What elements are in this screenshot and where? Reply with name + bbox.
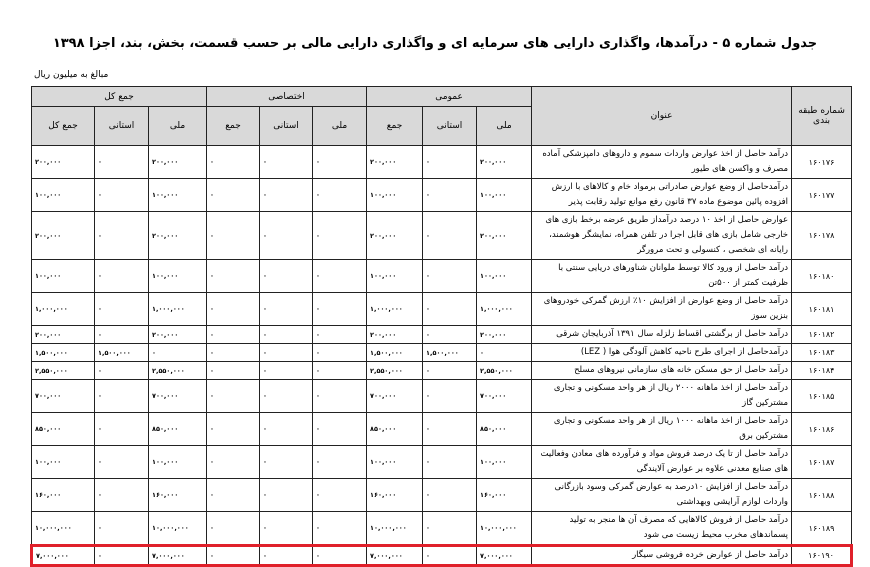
table-row — [32, 344, 852, 362]
row-value: ۰ — [207, 380, 260, 413]
row-value: ۸۵۰,۰۰۰ — [477, 413, 532, 446]
row-title: درآمد حاصل از ورود کالا توسط ملوانان شناورهای دریایی سنتی با ظرفیت کمتر از ۵۰۰تن — [532, 260, 792, 293]
row-value: ۱,۰۰۰,۰۰۰ — [149, 293, 207, 326]
table-row — [32, 380, 852, 413]
row-value: ۰ — [207, 446, 260, 479]
row-value: ۲,۵۵۰,۰۰۰ — [32, 362, 95, 380]
row-value: ۰ — [260, 344, 313, 362]
row-value: ۷۰۰,۰۰۰ — [149, 380, 207, 413]
header-group-total: جمع کل — [32, 87, 207, 107]
row-value: ۰ — [313, 260, 367, 293]
header-sub-3: ملی — [313, 107, 367, 146]
row-value: ۰ — [260, 326, 313, 344]
table-row — [32, 179, 852, 212]
header-sub-6: ملی — [149, 107, 207, 146]
row-value: ۰ — [207, 512, 260, 546]
table-row — [32, 293, 852, 326]
row-value: ۰ — [207, 179, 260, 212]
row-value: ۷,۰۰۰,۰۰۰ — [149, 546, 207, 566]
row-value: ۱۰,۰۰۰,۰۰۰ — [477, 512, 532, 546]
header-sub-4: استانی — [260, 107, 313, 146]
row-value: ۱۶۰,۰۰۰ — [367, 479, 423, 512]
row-value: ۰ — [260, 446, 313, 479]
row-value: ۱۶۰,۰۰۰ — [149, 479, 207, 512]
row-value: ۰ — [207, 362, 260, 380]
row-value: ۰ — [313, 380, 367, 413]
row-value: ۰ — [95, 326, 149, 344]
table-row — [32, 446, 852, 479]
row-value: ۰ — [313, 212, 367, 260]
row-value: ۰ — [95, 362, 149, 380]
row-value: ۲۰۰,۰۰۰ — [32, 326, 95, 344]
row-code: ۱۶۰۱۸۲ — [792, 326, 852, 344]
row-value: ۰ — [313, 446, 367, 479]
row-value: ۲۰۰,۰۰۰ — [367, 212, 423, 260]
row-code: ۱۶۰۱۸۱ — [792, 293, 852, 326]
row-value: ۰ — [423, 212, 477, 260]
row-value: ۷۰۰,۰۰۰ — [367, 380, 423, 413]
row-value: ۱۶۰,۰۰۰ — [32, 479, 95, 512]
row-title: درآمد حاصل از اخذ ماهانه ۲۰۰۰ ریال از هر واحد مسکونی و تجاری مشترکین گاز — [532, 380, 792, 413]
row-value: ۱۰,۰۰۰,۰۰۰ — [149, 512, 207, 546]
header-title: عنوان — [532, 87, 792, 146]
row-value: ۱۶۰,۰۰۰ — [477, 479, 532, 512]
row-value: ۰ — [260, 260, 313, 293]
row-value: ۱,۵۰۰,۰۰۰ — [367, 344, 423, 362]
row-value: ۰ — [207, 260, 260, 293]
row-value: ۱۰,۰۰۰,۰۰۰ — [32, 512, 95, 546]
row-value: ۰ — [95, 413, 149, 446]
row-title: درآمدحاصل از اجرای طرح ناحیه کاهش آلودگی هوا ( LEZ) — [532, 344, 792, 362]
row-value: ۰ — [260, 179, 313, 212]
revenue-table — [30, 86, 853, 567]
row-value: ۰ — [423, 293, 477, 326]
row-value: ۰ — [313, 293, 367, 326]
row-value: ۰ — [260, 380, 313, 413]
row-value: ۰ — [313, 413, 367, 446]
header-group-dedicated: اختصاصی — [207, 87, 367, 107]
row-value: ۲۰۰,۰۰۰ — [477, 212, 532, 260]
row-value: ۰ — [95, 212, 149, 260]
row-value: ۱۰,۰۰۰,۰۰۰ — [367, 512, 423, 546]
row-value: ۱۰۰,۰۰۰ — [32, 260, 95, 293]
table-row — [32, 479, 852, 512]
row-value: ۰ — [423, 446, 477, 479]
row-value: ۱۰۰,۰۰۰ — [149, 260, 207, 293]
row-value: ۲۰۰,۰۰۰ — [149, 146, 207, 179]
row-value: ۷,۰۰۰,۰۰۰ — [477, 546, 532, 566]
row-value: ۱۰۰,۰۰۰ — [477, 260, 532, 293]
row-value: ۰ — [95, 380, 149, 413]
row-code: ۱۶۰۱۹۰ — [792, 546, 852, 566]
row-value: ۲۰۰,۰۰۰ — [477, 146, 532, 179]
row-value: ۱,۰۰۰,۰۰۰ — [32, 293, 95, 326]
row-value: ۰ — [260, 293, 313, 326]
row-value: ۰ — [260, 479, 313, 512]
row-value: ۷,۰۰۰,۰۰۰ — [32, 546, 95, 566]
row-value: ۱,۰۰۰,۰۰۰ — [477, 293, 532, 326]
row-value: ۱۰۰,۰۰۰ — [367, 260, 423, 293]
row-value: ۷,۰۰۰,۰۰۰ — [367, 546, 423, 566]
row-value: ۱,۰۰۰,۰۰۰ — [367, 293, 423, 326]
row-value: ۰ — [95, 179, 149, 212]
row-value: ۰ — [207, 546, 260, 566]
row-code: ۱۶۰۱۸۳ — [792, 344, 852, 362]
row-value: ۰ — [313, 546, 367, 566]
row-value: ۰ — [260, 146, 313, 179]
row-code: ۱۶۰۱۸۹ — [792, 512, 852, 546]
row-value: ۷۰۰,۰۰۰ — [32, 380, 95, 413]
row-value: ۰ — [207, 344, 260, 362]
row-value: ۰ — [423, 260, 477, 293]
row-value: ۰ — [423, 546, 477, 566]
row-value: ۲۰۰,۰۰۰ — [367, 146, 423, 179]
row-code: ۱۶۰۱۸۵ — [792, 380, 852, 413]
row-value: ۰ — [313, 479, 367, 512]
table-row — [32, 413, 852, 446]
row-value: ۰ — [95, 546, 149, 566]
row-value: ۱۰۰,۰۰۰ — [32, 179, 95, 212]
row-code: ۱۶۰۱۸۰ — [792, 260, 852, 293]
row-value: ۰ — [207, 413, 260, 446]
row-value: ۰ — [95, 260, 149, 293]
row-value: ۰ — [149, 344, 207, 362]
row-value: ۲۰۰,۰۰۰ — [32, 146, 95, 179]
table-row — [32, 212, 852, 260]
row-value: ۸۵۰,۰۰۰ — [149, 413, 207, 446]
row-title: عوارض حاصل از اخذ ۱۰ درصد درآمداز طریق عرضه برخط بازی های خارجی شامل بازی های قابل اجرا در تلفن همراه، نمایشگر هوشمند، رایانه ای شخصی ، کنسولی و تحت مرورگر — [532, 212, 792, 260]
row-title: درآمد حاصل از وضع عوارض از افزایش ۱۰٪ ارزش گمرکی خودروهای بنزین سوز — [532, 293, 792, 326]
row-value: ۸۵۰,۰۰۰ — [32, 413, 95, 446]
unit-note: مبالغ به میلیون ریال — [34, 70, 109, 80]
row-value: ۰ — [313, 512, 367, 546]
header-sub-8: جمع کل — [32, 107, 95, 146]
table-row — [32, 546, 852, 566]
row-value: ۰ — [313, 179, 367, 212]
row-value: ۱۰۰,۰۰۰ — [367, 179, 423, 212]
row-value: ۷۰۰,۰۰۰ — [477, 380, 532, 413]
header-sub-0: ملی — [477, 107, 532, 146]
table-row — [32, 260, 852, 293]
row-value: ۰ — [423, 146, 477, 179]
row-value: ۱۰۰,۰۰۰ — [149, 179, 207, 212]
row-value: ۱,۵۰۰,۰۰۰ — [32, 344, 95, 362]
row-title: درآمد حاصل از عوارض خرده فروشی سیگار — [532, 546, 792, 566]
row-value: ۰ — [260, 362, 313, 380]
row-value: ۲,۵۵۰,۰۰۰ — [367, 362, 423, 380]
row-value: ۸۵۰,۰۰۰ — [367, 413, 423, 446]
header-sub-1: استانی — [423, 107, 477, 146]
table-row — [32, 512, 852, 546]
row-value: ۰ — [423, 512, 477, 546]
row-title: درآمد حاصل از فروش کالاهایی که مصرف آن ها منجر به تولید پسماندهای مخرب محیط زیست می شود — [532, 512, 792, 546]
row-value: ۰ — [260, 413, 313, 446]
row-value: ۲۰۰,۰۰۰ — [149, 212, 207, 260]
row-value: ۲,۵۵۰,۰۰۰ — [149, 362, 207, 380]
row-value: ۰ — [423, 413, 477, 446]
row-code: ۱۶۰۱۷۶ — [792, 146, 852, 179]
row-value: ۲۰۰,۰۰۰ — [32, 212, 95, 260]
row-value: ۰ — [260, 212, 313, 260]
row-value: ۲۰۰,۰۰۰ — [149, 326, 207, 344]
row-value: ۰ — [95, 293, 149, 326]
row-value: ۰ — [95, 479, 149, 512]
row-title: درآمدحاصل از وضع عوارض صادراتی برمواد خام و کالاهای با ارزش افزوده پائین موضوع ماده ۳۷ قانون رفع موانع تولید رقابت پذیر — [532, 179, 792, 212]
table-row — [32, 362, 852, 380]
row-title: درآمد حاصل از حق مسکن خانه های سازمانی نیروهای مسلح — [532, 362, 792, 380]
row-code: ۱۶۰۱۸۸ — [792, 479, 852, 512]
row-value: ۰ — [95, 512, 149, 546]
row-code: ۱۶۰۱۸۷ — [792, 446, 852, 479]
row-value: ۰ — [260, 546, 313, 566]
row-value: ۰ — [207, 146, 260, 179]
row-value: ۲۰۰,۰۰۰ — [477, 326, 532, 344]
row-value: ۰ — [423, 479, 477, 512]
row-value: ۰ — [313, 326, 367, 344]
row-value: ۰ — [95, 446, 149, 479]
row-value: ۰ — [207, 293, 260, 326]
row-value: ۰ — [423, 326, 477, 344]
row-value: ۱,۵۰۰,۰۰۰ — [95, 344, 149, 362]
row-value: ۲۰۰,۰۰۰ — [367, 326, 423, 344]
header-group-public: عمومی — [367, 87, 532, 107]
row-code: ۱۶۰۱۷۸ — [792, 212, 852, 260]
header-sub-7: استانی — [95, 107, 149, 146]
row-value: ۰ — [207, 212, 260, 260]
row-code: ۱۶۰۱۸۶ — [792, 413, 852, 446]
header-code: شماره طبقه بندی — [792, 87, 852, 146]
row-value: ۰ — [423, 380, 477, 413]
row-title: درآمد حاصل از تا یک درصد فروش مواد و فرآورده های معادن وفعالیت های صنایع معدنی علاوه بر عوارض آلایندگی — [532, 446, 792, 479]
row-value: ۰ — [423, 362, 477, 380]
row-value: ۲,۵۵۰,۰۰۰ — [477, 362, 532, 380]
row-title: درآمد حاصل از اخذ عوارض واردات سموم و داروهای دامپزشکی آماده مصرف و واکسن های طیور — [532, 146, 792, 179]
row-code: ۱۶۰۱۷۷ — [792, 179, 852, 212]
table-row — [32, 326, 852, 344]
row-value: ۰ — [313, 146, 367, 179]
row-title: درآمد حاصل از افزایش ۱۰درصد به عوارض گمرکی وسود بازرگانی واردات لوازم آرایشی وبهداشتی — [532, 479, 792, 512]
row-value: ۰ — [207, 479, 260, 512]
table-row — [32, 146, 852, 179]
header-sub-2: جمع — [367, 107, 423, 146]
row-value: ۰ — [207, 326, 260, 344]
row-value: ۰ — [477, 344, 532, 362]
row-value: ۱۰۰,۰۰۰ — [477, 179, 532, 212]
row-value: ۰ — [423, 179, 477, 212]
row-value: ۱۰۰,۰۰۰ — [367, 446, 423, 479]
row-value: ۰ — [313, 344, 367, 362]
row-value: ۱,۵۰۰,۰۰۰ — [423, 344, 477, 362]
header-sub-5: جمع — [207, 107, 260, 146]
row-value: ۱۰۰,۰۰۰ — [32, 446, 95, 479]
row-title: درآمد حاصل از برگشتی اقساط زلزله سال ۱۳۹۱ آذربایجان شرقی — [532, 326, 792, 344]
row-title: درآمد حاصل از اخذ ماهانه ۱۰۰۰ ریال از هر واحد مسکونی و تجاری مشترکین برق — [532, 413, 792, 446]
row-value: ۱۰۰,۰۰۰ — [477, 446, 532, 479]
table-title: جدول شماره ۵ - درآمدها، واگذاری دارایی های سرمایه ای و واگذاری دارایی مالی بر حسب قسمت، بخش، بند، اجزا ۱۳۹۸ — [52, 36, 818, 51]
row-value: ۰ — [260, 512, 313, 546]
row-value: ۰ — [313, 362, 367, 380]
row-code: ۱۶۰۱۸۴ — [792, 362, 852, 380]
row-value: ۰ — [95, 146, 149, 179]
row-value: ۱۰۰,۰۰۰ — [149, 446, 207, 479]
